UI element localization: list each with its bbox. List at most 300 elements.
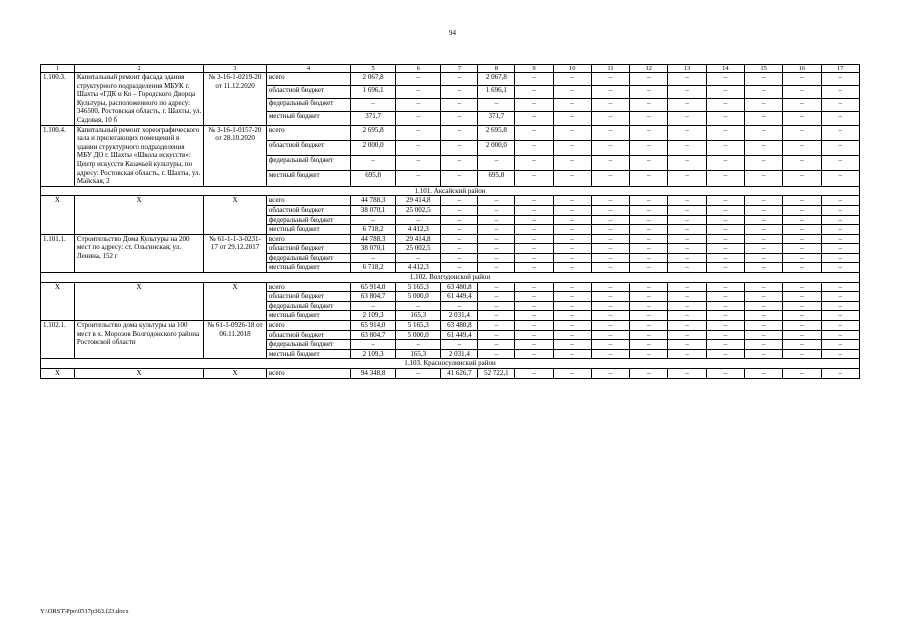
- value-cell: –: [783, 301, 821, 311]
- column-number-cell: 6: [396, 65, 441, 73]
- value-cell: –: [478, 340, 515, 350]
- value-cell: –: [783, 140, 821, 155]
- value-cell: –: [744, 330, 782, 340]
- value-cell: –: [668, 244, 706, 254]
- value-cell: –: [706, 330, 744, 340]
- value-cell: –: [591, 196, 629, 206]
- value-cell: 2 031,4: [441, 349, 478, 359]
- value-cell: –: [783, 112, 821, 125]
- value-cell: –: [821, 244, 859, 254]
- value-cell: –: [478, 311, 515, 321]
- value-cell: –: [478, 156, 515, 171]
- value-cell: 2 695,8: [351, 125, 396, 140]
- value-cell: –: [553, 215, 591, 225]
- value-cell: –: [515, 244, 553, 254]
- value-cell: 6 718,2: [351, 225, 396, 235]
- value-cell: 29 414,8: [396, 196, 441, 206]
- value-cell: –: [351, 99, 396, 112]
- table-row: [41, 234, 860, 244]
- value-cell: –: [553, 99, 591, 112]
- item-name: Капитальный ремонт фасада здания структурного подразделения МБУК г. Шахты «ГДК и Ко – Городского Дворца Культуры, расположенного по адресу: 346500, Ростовская область, г. Шахты, ул. Садовая, 10 б: [74, 73, 203, 126]
- value-cell: –: [441, 86, 478, 99]
- value-cell: –: [706, 349, 744, 359]
- value-cell: –: [706, 140, 744, 155]
- value-cell: –: [553, 244, 591, 254]
- value-cell: –: [783, 340, 821, 350]
- column-number-cell: 7: [441, 65, 478, 73]
- footer-file-path: Y:\ORST\Ppo\0517p363.f23.docx: [40, 608, 129, 615]
- value-cell: –: [821, 282, 859, 292]
- column-number-cell: 17: [821, 65, 859, 73]
- value-cell: –: [478, 244, 515, 254]
- value-cell: –: [441, 263, 478, 273]
- value-cell: 695,8: [478, 171, 515, 186]
- value-cell: –: [591, 234, 629, 244]
- value-cell: –: [478, 349, 515, 359]
- value-cell: –: [744, 244, 782, 254]
- value-cell: –: [706, 73, 744, 86]
- section-title: 1.103. Красносулинский район: [41, 359, 860, 369]
- value-cell: –: [553, 340, 591, 350]
- value-cell: –: [441, 234, 478, 244]
- funding-source-label: всего: [266, 234, 350, 244]
- value-cell: 41 626,7: [441, 369, 478, 379]
- value-cell: –: [783, 369, 821, 379]
- value-cell: 61 449,4: [441, 330, 478, 340]
- funding-source-label: федеральный бюджет: [266, 340, 350, 350]
- value-cell: –: [744, 311, 782, 321]
- column-number-cell: 8: [478, 65, 515, 73]
- column-number-cell: 12: [630, 65, 668, 73]
- value-cell: 5 000,0: [396, 330, 441, 340]
- value-cell: 63 804,7: [351, 292, 396, 302]
- x-mark: X: [41, 369, 75, 379]
- value-cell: –: [668, 253, 706, 263]
- value-cell: –: [706, 340, 744, 350]
- column-number-cell: 3: [204, 65, 267, 73]
- item-number: 1.100.3.: [41, 73, 75, 126]
- value-cell: –: [783, 99, 821, 112]
- value-cell: –: [821, 330, 859, 340]
- value-cell: –: [515, 140, 553, 155]
- funding-source-label: местный бюджет: [266, 171, 350, 186]
- value-cell: –: [783, 86, 821, 99]
- value-cell: 61 449,4: [441, 292, 478, 302]
- section-title: 1.101. Аксайский район: [41, 186, 860, 196]
- value-cell: –: [706, 301, 744, 311]
- value-cell: 4 412,3: [396, 225, 441, 235]
- item-document: № 3-16-1-0157-20 от 28.10.2020: [204, 125, 267, 186]
- value-cell: –: [783, 244, 821, 254]
- value-cell: –: [668, 292, 706, 302]
- value-cell: –: [396, 112, 441, 125]
- value-cell: –: [668, 234, 706, 244]
- value-cell: –: [478, 292, 515, 302]
- value-cell: –: [591, 140, 629, 155]
- column-number-cell: 1: [41, 65, 75, 73]
- value-cell: –: [744, 140, 782, 155]
- section-row: [41, 273, 860, 283]
- value-cell: –: [591, 292, 629, 302]
- value-cell: 44 788,3: [351, 196, 396, 206]
- value-cell: –: [630, 253, 668, 263]
- value-cell: –: [744, 369, 782, 379]
- value-cell: –: [821, 86, 859, 99]
- value-cell: –: [478, 301, 515, 311]
- value-cell: –: [630, 263, 668, 273]
- table-body: [41, 65, 860, 379]
- value-cell: 2 067,8: [478, 73, 515, 86]
- value-cell: –: [630, 349, 668, 359]
- value-cell: –: [396, 140, 441, 155]
- value-cell: –: [744, 321, 782, 331]
- x-mark: X: [204, 369, 267, 379]
- column-number-cell: 13: [668, 65, 706, 73]
- value-cell: –: [668, 263, 706, 273]
- value-cell: –: [515, 292, 553, 302]
- value-cell: 25 002,5: [396, 244, 441, 254]
- value-cell: –: [706, 263, 744, 273]
- value-cell: –: [441, 171, 478, 186]
- value-cell: –: [441, 196, 478, 206]
- value-cell: –: [478, 225, 515, 235]
- value-cell: –: [783, 156, 821, 171]
- value-cell: –: [783, 205, 821, 215]
- value-cell: –: [478, 321, 515, 331]
- value-cell: –: [821, 156, 859, 171]
- value-cell: –: [706, 215, 744, 225]
- value-cell: –: [478, 234, 515, 244]
- value-cell: –: [441, 244, 478, 254]
- value-cell: –: [441, 99, 478, 112]
- value-cell: –: [706, 321, 744, 331]
- value-cell: –: [441, 225, 478, 235]
- value-cell: –: [591, 171, 629, 186]
- value-cell: –: [744, 99, 782, 112]
- value-cell: –: [553, 282, 591, 292]
- value-cell: –: [630, 125, 668, 140]
- value-cell: –: [478, 99, 515, 112]
- value-cell: –: [441, 205, 478, 215]
- value-cell: –: [591, 73, 629, 86]
- value-cell: –: [668, 369, 706, 379]
- page-number: 94: [449, 29, 456, 37]
- value-cell: –: [553, 225, 591, 235]
- value-cell: –: [821, 125, 859, 140]
- value-cell: –: [706, 244, 744, 254]
- funding-source-label: областной бюджет: [266, 244, 350, 254]
- section-row: [41, 359, 860, 369]
- value-cell: –: [591, 301, 629, 311]
- value-cell: –: [706, 125, 744, 140]
- funding-source-label: всего: [266, 369, 350, 379]
- value-cell: –: [515, 234, 553, 244]
- value-cell: 2 109,3: [351, 311, 396, 321]
- value-cell: –: [783, 73, 821, 86]
- value-cell: –: [706, 171, 744, 186]
- value-cell: –: [821, 112, 859, 125]
- value-cell: –: [821, 234, 859, 244]
- value-cell: 4 412,3: [396, 263, 441, 273]
- value-cell: –: [821, 311, 859, 321]
- value-cell: –: [706, 196, 744, 206]
- value-cell: –: [591, 321, 629, 331]
- funding-source-label: местный бюджет: [266, 263, 350, 273]
- section-title: 1.102. Волгодонской район: [41, 273, 860, 283]
- value-cell: –: [396, 369, 441, 379]
- value-cell: –: [553, 140, 591, 155]
- value-cell: –: [668, 349, 706, 359]
- value-cell: –: [441, 340, 478, 350]
- value-cell: –: [744, 263, 782, 273]
- value-cell: –: [668, 125, 706, 140]
- value-cell: –: [630, 234, 668, 244]
- value-cell: –: [553, 292, 591, 302]
- value-cell: –: [706, 86, 744, 99]
- value-cell: –: [630, 215, 668, 225]
- value-cell: 371,7: [478, 112, 515, 125]
- column-number-cell: 9: [515, 65, 553, 73]
- value-cell: –: [351, 156, 396, 171]
- value-cell: –: [821, 340, 859, 350]
- x-mark: X: [74, 282, 203, 320]
- value-cell: –: [744, 215, 782, 225]
- value-cell: –: [630, 112, 668, 125]
- funding-source-label: всего: [266, 196, 350, 206]
- value-cell: 94 348,8: [351, 369, 396, 379]
- value-cell: –: [478, 205, 515, 215]
- value-cell: –: [351, 253, 396, 263]
- value-cell: –: [668, 112, 706, 125]
- value-cell: –: [515, 196, 553, 206]
- value-cell: –: [441, 301, 478, 311]
- value-cell: –: [783, 253, 821, 263]
- value-cell: –: [744, 171, 782, 186]
- value-cell: –: [396, 156, 441, 171]
- funding-source-label: местный бюджет: [266, 112, 350, 125]
- value-cell: –: [553, 311, 591, 321]
- item-number: 1.102.1.: [41, 321, 75, 359]
- funding-source-label: областной бюджет: [266, 330, 350, 340]
- value-cell: 5 165,3: [396, 321, 441, 331]
- value-cell: –: [478, 196, 515, 206]
- value-cell: –: [783, 234, 821, 244]
- item-number: 1.101.1.: [41, 234, 75, 272]
- value-cell: –: [591, 349, 629, 359]
- value-cell: –: [591, 125, 629, 140]
- value-cell: –: [821, 140, 859, 155]
- value-cell: –: [478, 215, 515, 225]
- value-cell: –: [706, 369, 744, 379]
- funding-source-label: всего: [266, 282, 350, 292]
- funding-source-label: федеральный бюджет: [266, 301, 350, 311]
- value-cell: 165,3: [396, 311, 441, 321]
- value-cell: 29 414,8: [396, 234, 441, 244]
- value-cell: 6 718,2: [351, 263, 396, 273]
- value-cell: –: [821, 349, 859, 359]
- value-cell: –: [441, 112, 478, 125]
- value-cell: –: [821, 99, 859, 112]
- value-cell: –: [553, 330, 591, 340]
- value-cell: –: [515, 263, 553, 273]
- value-cell: –: [515, 330, 553, 340]
- value-cell: –: [630, 311, 668, 321]
- value-cell: –: [706, 292, 744, 302]
- column-number-cell: 11: [591, 65, 629, 73]
- funding-source-label: всего: [266, 125, 350, 140]
- value-cell: –: [396, 340, 441, 350]
- value-cell: 371,7: [351, 112, 396, 125]
- item-name: Строительство дома культуры на 100 мест в х. Морозов Волгодонского района Ростовской области: [74, 321, 203, 359]
- x-mark: X: [74, 196, 203, 234]
- column-number-cell: 5: [351, 65, 396, 73]
- value-cell: –: [744, 125, 782, 140]
- value-cell: 2 000,0: [478, 140, 515, 155]
- x-mark: X: [204, 196, 267, 234]
- value-cell: 2 109,3: [351, 349, 396, 359]
- column-number-cell: 2: [74, 65, 203, 73]
- value-cell: –: [706, 225, 744, 235]
- column-number-cell: 16: [783, 65, 821, 73]
- value-cell: 25 002,5: [396, 205, 441, 215]
- value-cell: –: [668, 330, 706, 340]
- funding-source-label: федеральный бюджет: [266, 99, 350, 112]
- value-cell: –: [630, 156, 668, 171]
- funding-source-label: областной бюджет: [266, 86, 350, 99]
- value-cell: 65 914,0: [351, 282, 396, 292]
- value-cell: –: [553, 73, 591, 86]
- value-cell: –: [706, 234, 744, 244]
- value-cell: –: [630, 171, 668, 186]
- value-cell: –: [783, 282, 821, 292]
- value-cell: –: [668, 86, 706, 99]
- value-cell: –: [478, 330, 515, 340]
- value-cell: –: [591, 86, 629, 99]
- x-mark: X: [41, 282, 75, 320]
- value-cell: –: [744, 253, 782, 263]
- value-cell: –: [630, 292, 668, 302]
- value-cell: –: [351, 340, 396, 350]
- total-row: [41, 282, 860, 292]
- value-cell: –: [515, 301, 553, 311]
- value-cell: –: [553, 205, 591, 215]
- value-cell: –: [515, 215, 553, 225]
- column-number-row: [41, 65, 860, 73]
- value-cell: –: [783, 263, 821, 273]
- value-cell: –: [553, 86, 591, 99]
- value-cell: –: [821, 263, 859, 273]
- total-row: [41, 196, 860, 206]
- funding-source-label: федеральный бюджет: [266, 215, 350, 225]
- value-cell: –: [553, 369, 591, 379]
- value-cell: –: [630, 244, 668, 254]
- value-cell: –: [591, 156, 629, 171]
- value-cell: –: [783, 330, 821, 340]
- value-cell: –: [630, 205, 668, 215]
- funding-source-label: федеральный бюджет: [266, 253, 350, 263]
- value-cell: –: [744, 234, 782, 244]
- value-cell: –: [441, 156, 478, 171]
- table-row: [41, 125, 860, 140]
- item-document: № 61-1-1-3-0231-17 от 29.12.2017: [204, 234, 267, 272]
- value-cell: –: [706, 205, 744, 215]
- value-cell: –: [591, 369, 629, 379]
- value-cell: –: [515, 253, 553, 263]
- funding-source-label: местный бюджет: [266, 311, 350, 321]
- value-cell: –: [591, 244, 629, 254]
- value-cell: –: [821, 205, 859, 215]
- item-name: Строительство Дома Культуры на 200 мест по адресу: ст. Ольгинская, ул. Ленина, 152 г: [74, 234, 203, 272]
- value-cell: –: [744, 349, 782, 359]
- value-cell: –: [351, 215, 396, 225]
- value-cell: –: [668, 140, 706, 155]
- value-cell: –: [396, 253, 441, 263]
- value-cell: –: [821, 321, 859, 331]
- x-mark: X: [41, 196, 75, 234]
- funding-source-label: областной бюджет: [266, 292, 350, 302]
- value-cell: –: [515, 321, 553, 331]
- value-cell: 63 480,8: [441, 321, 478, 331]
- value-cell: –: [668, 311, 706, 321]
- value-cell: –: [553, 321, 591, 331]
- value-cell: –: [706, 282, 744, 292]
- value-cell: –: [553, 349, 591, 359]
- value-cell: –: [630, 330, 668, 340]
- value-cell: –: [744, 282, 782, 292]
- value-cell: –: [591, 311, 629, 321]
- value-cell: –: [630, 301, 668, 311]
- value-cell: –: [668, 196, 706, 206]
- value-cell: –: [744, 73, 782, 86]
- value-cell: –: [668, 321, 706, 331]
- value-cell: –: [591, 225, 629, 235]
- value-cell: –: [821, 73, 859, 86]
- value-cell: –: [706, 99, 744, 112]
- funding-source-label: всего: [266, 73, 350, 86]
- value-cell: –: [630, 321, 668, 331]
- funding-source-label: местный бюджет: [266, 225, 350, 235]
- value-cell: –: [591, 215, 629, 225]
- value-cell: –: [706, 112, 744, 125]
- funding-source-label: областной бюджет: [266, 140, 350, 155]
- value-cell: 63 804,7: [351, 330, 396, 340]
- value-cell: –: [591, 99, 629, 112]
- value-cell: –: [553, 301, 591, 311]
- value-cell: 695,8: [351, 171, 396, 186]
- value-cell: –: [744, 340, 782, 350]
- value-cell: –: [441, 73, 478, 86]
- value-cell: –: [668, 156, 706, 171]
- value-cell: –: [553, 112, 591, 125]
- value-cell: –: [630, 86, 668, 99]
- value-cell: –: [553, 125, 591, 140]
- value-cell: –: [821, 253, 859, 263]
- x-mark: X: [204, 282, 267, 320]
- value-cell: –: [478, 263, 515, 273]
- value-cell: –: [515, 225, 553, 235]
- value-cell: 2 067,8: [351, 73, 396, 86]
- value-cell: –: [441, 140, 478, 155]
- value-cell: 2 695,8: [478, 125, 515, 140]
- value-cell: –: [783, 125, 821, 140]
- value-cell: –: [821, 196, 859, 206]
- column-number-cell: 4: [266, 65, 350, 73]
- value-cell: –: [396, 86, 441, 99]
- value-cell: –: [706, 253, 744, 263]
- value-cell: –: [821, 215, 859, 225]
- value-cell: –: [396, 73, 441, 86]
- value-cell: –: [668, 171, 706, 186]
